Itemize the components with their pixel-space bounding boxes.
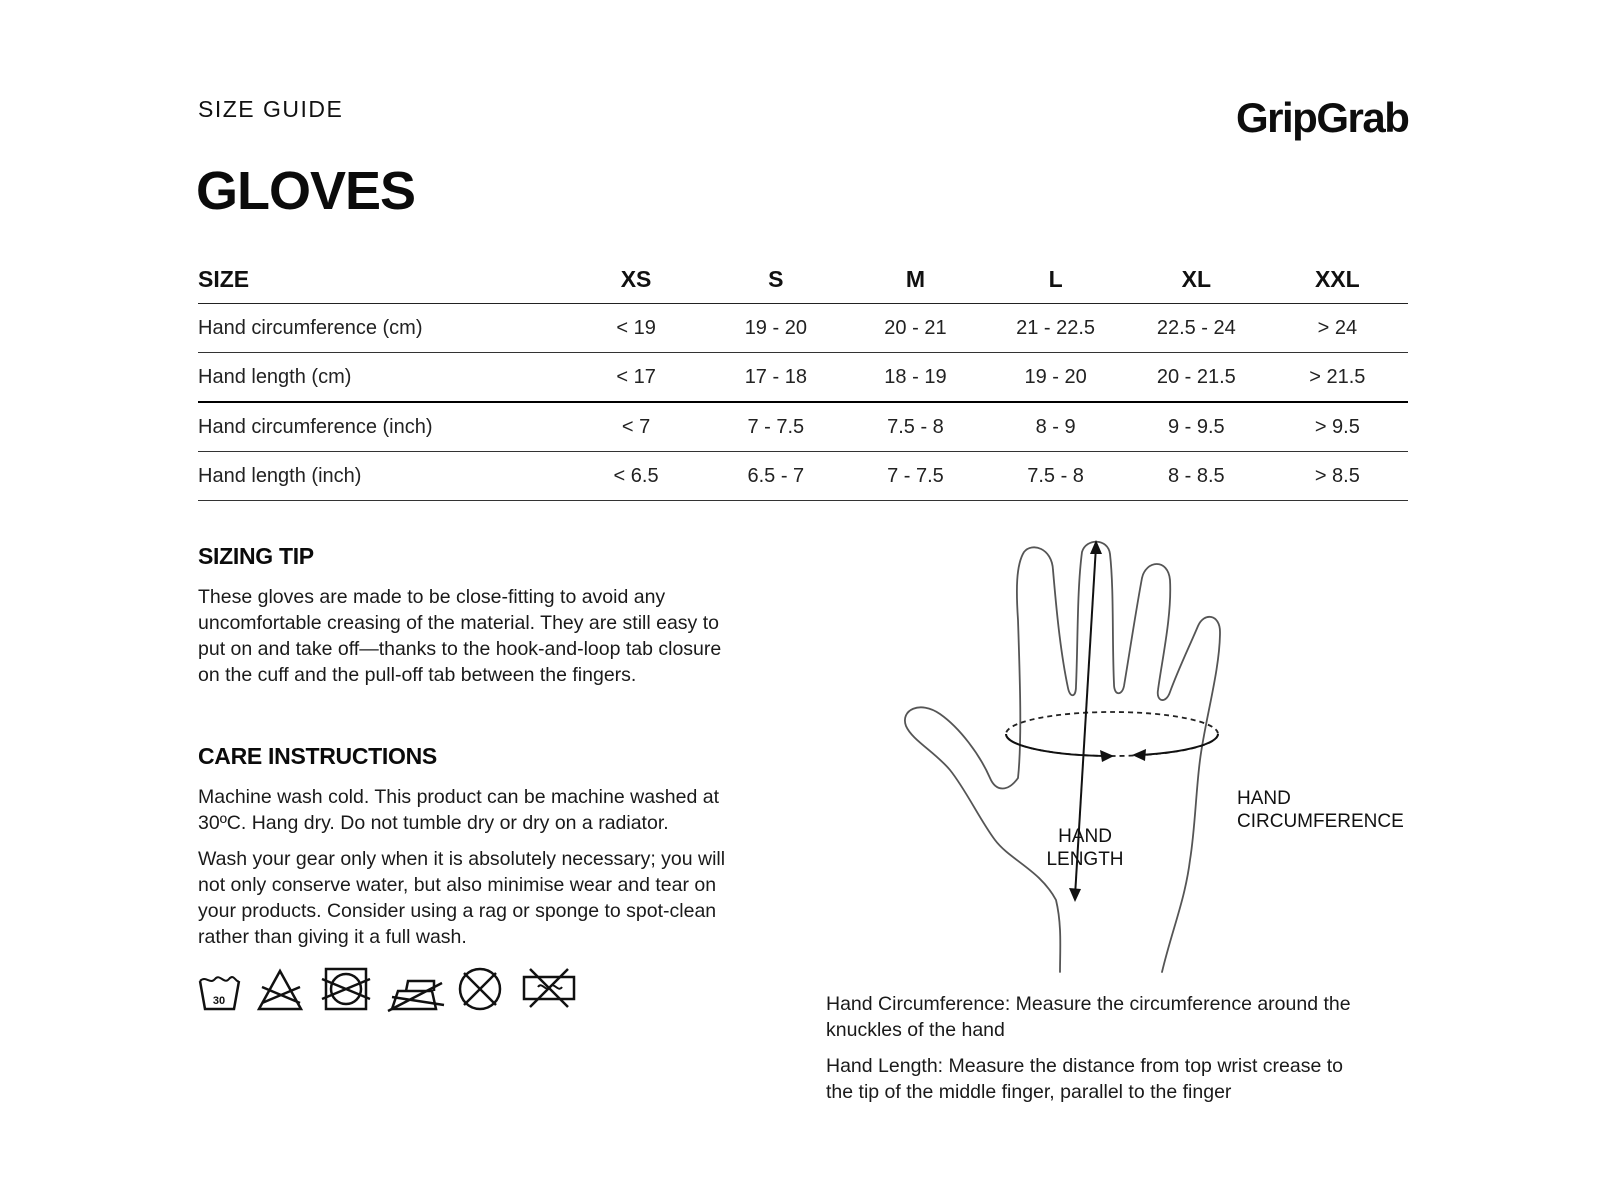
care-heading: CARE INSTRUCTIONS	[198, 743, 437, 769]
table-row	[198, 304, 1408, 353]
do-not-iron-icon	[388, 981, 444, 1011]
table-row	[198, 353, 1408, 403]
column-header-s: S	[706, 255, 846, 304]
table-cell: 21 - 22.5	[985, 304, 1126, 353]
circumference-caption	[826, 991, 1426, 1043]
column-header-xxl: XXL	[1267, 255, 1408, 304]
table-cell: 9 - 9.5	[1126, 402, 1267, 452]
wash-temp-label: 30	[212, 995, 226, 1007]
table-cell: 17 - 18	[706, 353, 846, 403]
text-line: put on and take off—thanks to the hook-and-loop tab closure	[198, 638, 722, 660]
column-header-l: L	[985, 255, 1126, 304]
table-cell: 19 - 20	[985, 353, 1126, 403]
text-line: Wash your gear only when it is absolutely necessary; you will	[198, 848, 726, 870]
table-cell: > 9.5	[1267, 402, 1408, 452]
table-cell: 20 - 21	[846, 304, 986, 353]
table-row	[198, 402, 1408, 452]
label-line: LENGTH	[1046, 849, 1124, 870]
label-line: CIRCUMFERENCE	[1237, 811, 1404, 832]
table-cell: 22.5 - 24	[1126, 304, 1267, 353]
table-cell: > 24	[1267, 304, 1408, 353]
do-not-dry-on-radiator-icon	[524, 969, 574, 1007]
table-cell: 7.5 - 8	[985, 452, 1126, 501]
label-line: HAND	[1237, 788, 1291, 809]
table-cell: 7 - 7.5	[706, 402, 846, 452]
column-header-xl: XL	[1126, 255, 1267, 304]
sizing-tip-heading: SIZING TIP	[198, 543, 314, 569]
table-cell: 8 - 9	[985, 402, 1126, 452]
do-not-dry-clean-icon	[460, 969, 500, 1009]
caption-line: Hand Length: Measure the distance from top wrist crease to	[826, 1055, 1344, 1077]
care-text-2	[198, 846, 798, 950]
row-label: Hand length (inch)	[198, 452, 566, 501]
column-header-size: SIZE	[198, 255, 566, 304]
circumference-arrow-right	[1140, 734, 1218, 755]
brand-logo: GripGrab	[1236, 94, 1409, 141]
table-cell: 7.5 - 8	[846, 402, 986, 452]
text-line: These gloves are made to be close-fitting to avoid any	[198, 586, 666, 608]
table-cell: > 21.5	[1267, 353, 1408, 403]
table-cell: < 17	[566, 353, 706, 403]
size-guide-kicker: SIZE GUIDE	[198, 96, 344, 122]
hand-circumference-label	[1237, 787, 1404, 833]
text-line: rather than giving it a full wash.	[198, 926, 467, 948]
hand-length-label	[1030, 825, 1140, 871]
text-line: uncomfortable creasing of the material. They are still easy to	[198, 612, 719, 634]
text-line: Machine wash cold. This product can be machine washed at	[198, 786, 720, 808]
table-cell: 18 - 19	[846, 353, 986, 403]
table-cell: 20 - 21.5	[1126, 353, 1267, 403]
caption-line: knuckles of the hand	[826, 1019, 1005, 1041]
table-cell: > 8.5	[1267, 452, 1408, 501]
table-row	[198, 452, 1408, 501]
care-text-1	[198, 784, 798, 836]
care-icons	[196, 965, 586, 1025]
do-not-bleach-icon	[259, 971, 301, 1009]
column-header-m: M	[846, 255, 986, 304]
table-cell: < 7	[566, 402, 706, 452]
row-label: Hand circumference (cm)	[198, 304, 566, 353]
text-line: not only conserve water, but also minimise wear and tear on	[198, 874, 717, 896]
table-cell: 19 - 20	[706, 304, 846, 353]
sizing-tip-text	[198, 584, 798, 688]
label-line: HAND	[1058, 826, 1112, 847]
text-line: your products. Consider using a rag or sponge to spot-clean	[198, 900, 717, 922]
table-cell: 6.5 - 7	[706, 452, 846, 501]
hand-diagram	[900, 540, 1320, 980]
do-not-tumble-dry-icon	[322, 969, 370, 1009]
hand-outline	[905, 542, 1220, 972]
circumference-arrow-left	[1006, 734, 1112, 756]
length-caption	[826, 1053, 1426, 1105]
column-header-xs: XS	[566, 255, 706, 304]
text-line: 30ºC. Hang dry. Do not tumble dry or dry on a radiator.	[198, 812, 669, 834]
row-label: Hand circumference (inch)	[198, 402, 566, 452]
wash-30-icon	[200, 977, 239, 1009]
table-cell: 8 - 8.5	[1126, 452, 1267, 501]
text-line: on the cuff and the pull-off tab between the fingers.	[198, 664, 637, 686]
table-cell: < 6.5	[566, 452, 706, 501]
caption-line: the tip of the middle finger, parallel to the finger	[826, 1081, 1232, 1103]
circumference-arrowhead-left	[1100, 750, 1114, 762]
table-cell: 7 - 7.5	[846, 452, 986, 501]
row-label: Hand length (cm)	[198, 353, 566, 403]
size-table	[198, 255, 1408, 501]
circumference-arrowhead-right	[1132, 749, 1146, 761]
length-arrowhead-bottom	[1069, 888, 1081, 902]
page-title: GLOVES	[196, 161, 416, 221]
caption-line: Hand Circumference: Measure the circumference around the	[826, 993, 1351, 1015]
table-cell: < 19	[566, 304, 706, 353]
size-table-header-row	[198, 255, 1408, 304]
